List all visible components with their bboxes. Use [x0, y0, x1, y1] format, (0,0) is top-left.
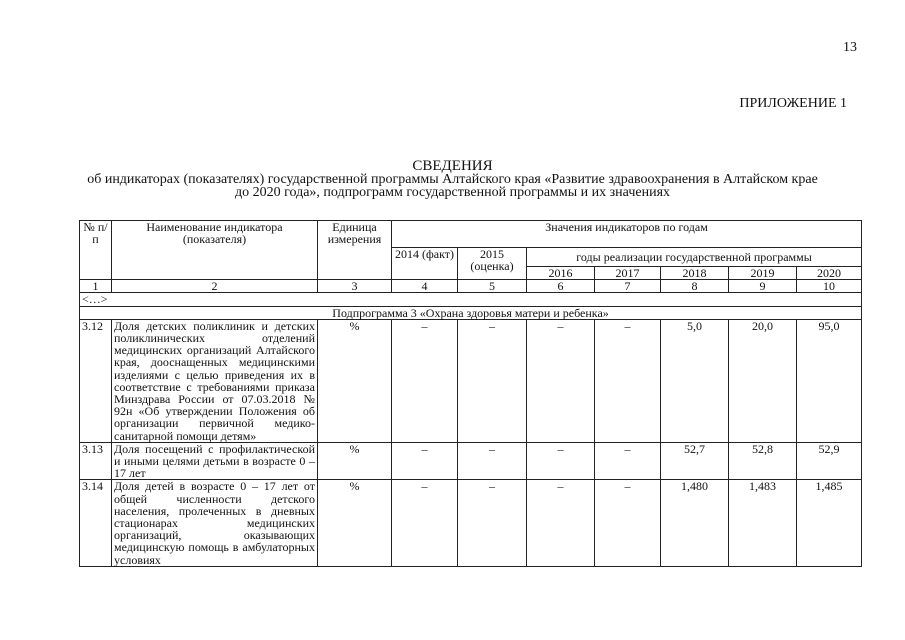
- value-2017: –: [595, 319, 661, 442]
- header-year-2019: 2019: [729, 267, 797, 280]
- column-number: 9: [729, 280, 797, 293]
- heading-line-1: об индикаторах (показателях) государственной программы Алтайского края «Развитие здравоохранения в Алтайском крае: [87, 172, 818, 187]
- indicator-name: Доля посещений с профилактической и иными целями детьми в возрасте 0 – 17 лет: [112, 442, 318, 480]
- column-number: 8: [661, 280, 729, 293]
- value-2019: 20,0: [729, 319, 797, 442]
- header-year-2016: 2016: [527, 267, 595, 280]
- unit-cell: %: [318, 480, 392, 566]
- header-year-2020: 2020: [797, 267, 862, 280]
- header-name: Наименование индикатора (показателя): [112, 221, 318, 280]
- unit-cell: %: [318, 442, 392, 480]
- row-number: 3.14: [80, 480, 112, 566]
- appendix-label: ПРИЛОЖЕНИЕ 1: [739, 96, 847, 111]
- heading-title: СВЕДЕНИЯ: [412, 158, 493, 174]
- value-2014: –: [392, 319, 458, 442]
- document-heading: [40, 160, 865, 199]
- subprogram-row: [80, 306, 862, 319]
- header-year-2017: 2017: [595, 267, 661, 280]
- heading-line-2: до 2020 года», подпрограмм государственной программы и их значениях: [234, 185, 671, 200]
- indicators-table: [79, 220, 862, 567]
- column-number: 3: [318, 280, 392, 293]
- column-number: 1: [80, 280, 112, 293]
- column-number: 7: [595, 280, 661, 293]
- column-number: 5: [458, 280, 527, 293]
- value-2015: –: [458, 319, 527, 442]
- value-2015: –: [458, 442, 527, 480]
- value-2015: –: [458, 480, 527, 566]
- header-unit: Единица измерения: [318, 221, 392, 280]
- value-2019: 52,8: [729, 442, 797, 480]
- row-number: 3.12: [80, 319, 112, 442]
- value-2014: –: [392, 480, 458, 566]
- indicator-name: Доля детских поликлиник и детских поликлинических отделений медицинских организаций Алтайского края, дооснащенных медицинскими изделиями с целью приведения их в соответствие с требованиями приказа Минздрава России от 07.03.2018 № 92н «Об утверждении Положения об организации первичной медико-санитарной помощи детям»: [112, 319, 318, 442]
- value-2018: 1,480: [661, 480, 729, 566]
- column-number: 4: [392, 280, 458, 293]
- page-number: 13: [843, 40, 857, 55]
- column-number: 2: [112, 280, 318, 293]
- table-row: [80, 442, 862, 480]
- subprogram-title: Подпрограмма 3 «Охрана здоровья матери и ребенка»: [80, 306, 862, 319]
- value-2016: –: [527, 480, 595, 566]
- column-number: 10: [797, 280, 862, 293]
- value-2017: –: [595, 442, 661, 480]
- ellipsis-row: [80, 293, 862, 306]
- value-2016: –: [527, 319, 595, 442]
- row-number: 3.13: [80, 442, 112, 480]
- value-2014: –: [392, 442, 458, 480]
- table-row: [80, 480, 862, 566]
- header-2014: 2014 (факт): [392, 248, 458, 280]
- header-program-years: годы реализации государственной программы: [527, 248, 862, 267]
- value-2019: 1,483: [729, 480, 797, 566]
- value-2020: 1,485: [797, 480, 862, 566]
- value-2018: 52,7: [661, 442, 729, 480]
- header-values-group: Значения индикаторов по годам: [392, 221, 862, 248]
- table-row: [80, 319, 862, 442]
- header-num: № п/п: [80, 221, 112, 280]
- column-number-row: [80, 280, 862, 293]
- value-2016: –: [527, 442, 595, 480]
- unit-cell: %: [318, 319, 392, 442]
- omitted-rows-marker: <…>: [80, 293, 862, 306]
- value-2018: 5,0: [661, 319, 729, 442]
- value-2017: –: [595, 480, 661, 566]
- value-2020: 52,9: [797, 442, 862, 480]
- column-number: 6: [527, 280, 595, 293]
- header-row-1: [80, 221, 862, 248]
- header-2015: 2015 (оценка): [458, 248, 527, 280]
- indicator-name: Доля детей в возрасте 0 – 17 лет от общей численности детского населения, пролеченных в дневных стационарах медицинских организаций, оказывающих медицинскую помощь в амбулаторных условиях: [112, 480, 318, 566]
- header-year-2018: 2018: [661, 267, 729, 280]
- value-2020: 95,0: [797, 319, 862, 442]
